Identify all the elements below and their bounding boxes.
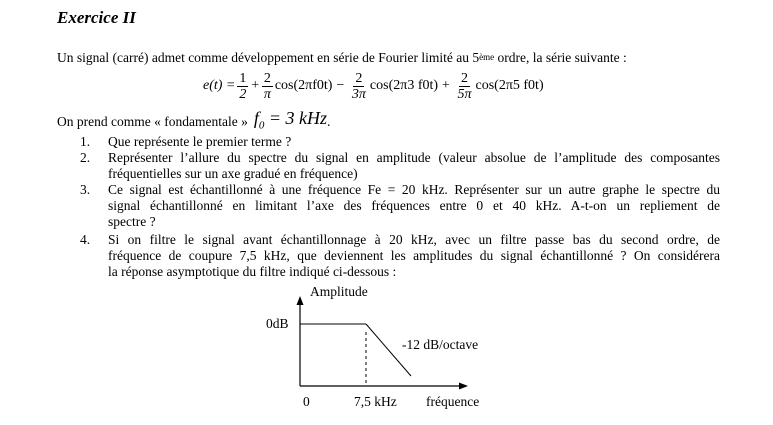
amplitude-label: Amplitude <box>310 284 368 299</box>
question-line: Représenter l’allure du spectre du signal en amplitude (valeur absolue de l’amplitude des composantes <box>108 150 720 165</box>
question-text <box>108 182 720 230</box>
frequency-label: fréquence <box>426 394 480 409</box>
filter-diagram <box>258 284 528 416</box>
question-number: 3. <box>80 182 91 197</box>
fundamental-expression: $f_0 = 3$ kHz <box>253 108 327 132</box>
slope-label: -12 dB/octave <box>402 337 479 352</box>
fraction-3: $\frac{2}{3\pi}$ <box>351 70 366 102</box>
question-text <box>108 150 720 182</box>
fundamental-dot: . <box>326 113 331 129</box>
origin-label: 0 <box>303 394 310 409</box>
exercise-title: Exercice II <box>57 8 136 27</box>
intro-superscript: ème <box>479 52 495 62</box>
intro-text: Un signal (carré) admet comme développement en série de Fourier limité au 5 <box>57 50 480 65</box>
question-text <box>108 134 720 150</box>
question-line: Si on filtre le signal avant échantillonnage à 20 kHz, avec un filtre passe bas du second ordre, de <box>108 232 720 247</box>
cos-term-2: cos(2π3 f0t) <box>369 78 439 93</box>
cos-term-3: cos(2π5 f0t) <box>475 78 544 93</box>
plus-sign-2: + <box>441 78 451 93</box>
x-axis-arrow-icon <box>459 383 468 390</box>
y-axis-arrow-icon <box>297 296 304 305</box>
question-line: la réponse asymptotique du filtre indiqué ci-dessous : <box>108 264 397 279</box>
fraction-2: $\frac{2}{\pi}$ <box>263 70 271 102</box>
question-line: Ce signal est échantillonné à une fréquence Fe = 20 kHz. Représenter sur un autre graphe le spectre du <box>108 182 720 197</box>
question-text <box>108 232 720 280</box>
question-number: 4. <box>80 232 91 247</box>
cutoff-label: 7,5 kHz <box>354 394 397 409</box>
question-line: fréquence de coupure 7,5 kHz, que deviennent les amplitudes du signal échantillonné ? On considérera <box>108 248 720 263</box>
minus-sign: − <box>335 78 345 93</box>
question-line: Que représente le premier terme ? <box>108 134 292 149</box>
formula-lhs: e(t) = <box>203 78 236 93</box>
intro-text-end: ordre, la série suivante : <box>494 50 627 65</box>
zero-db-label: 0dB <box>266 316 289 331</box>
question-line: fréquentielles sur un axe gradué en fréquence) <box>108 166 358 181</box>
plus-sign: + <box>250 78 260 93</box>
question-number: 1. <box>80 134 91 149</box>
fundamental-line <box>57 110 330 134</box>
intro-paragraph <box>57 50 627 67</box>
question-line: spectre ? <box>108 214 156 229</box>
question-line: signal échantillonné en limitant l’axe des fréquences entre 0 et 40 kHz. A-t-on un repliement de <box>108 198 720 213</box>
fourier-formula <box>203 66 544 106</box>
cos-term-1: cos(2πf0t) <box>274 78 333 93</box>
fraction-4: $\frac{2}{5\pi}$ <box>457 70 472 102</box>
fraction-1: $\frac{1}{2}$ <box>239 70 247 102</box>
question-number: 2. <box>80 150 91 165</box>
fundamental-text: On prend comme « fondamentale » <box>57 113 248 129</box>
